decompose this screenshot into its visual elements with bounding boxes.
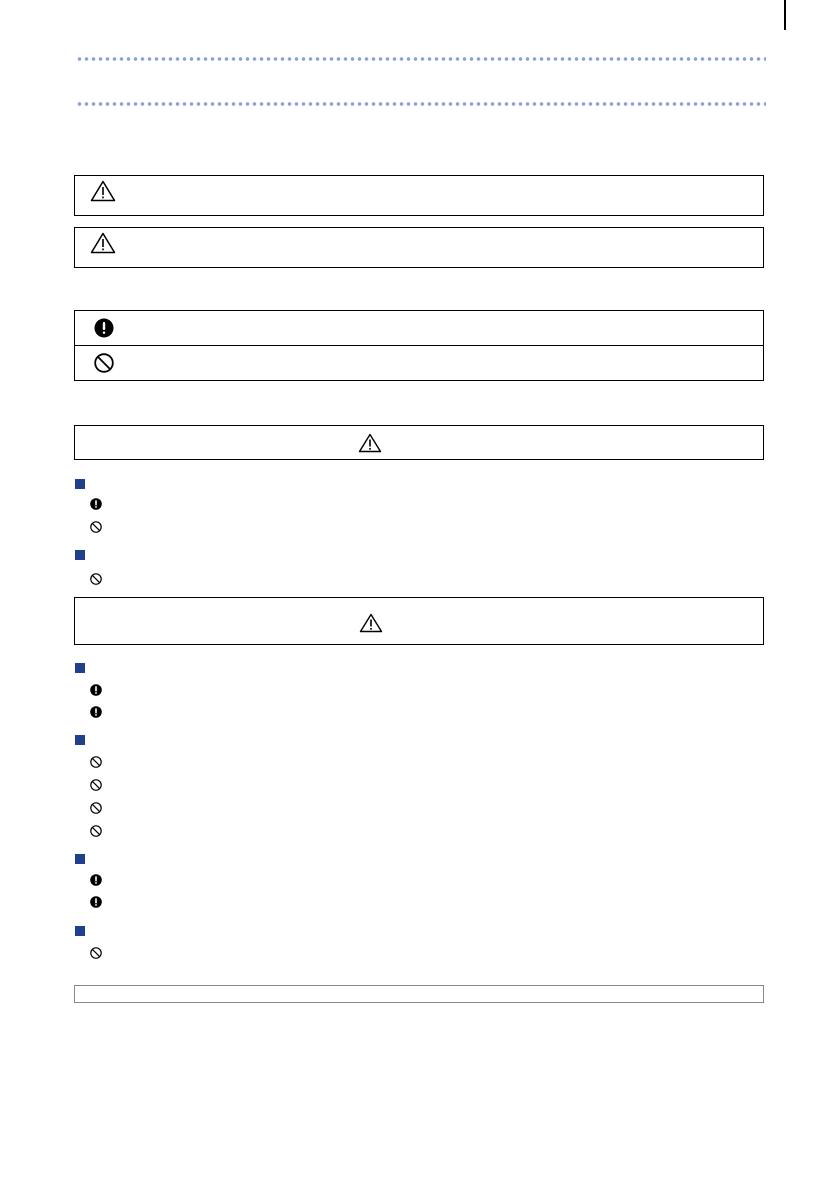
mandatory-exclamation-icon <box>90 706 102 718</box>
page-edge-marker <box>784 0 786 30</box>
warning-triangle-icon <box>90 180 116 202</box>
mandatory-exclamation-icon <box>90 498 102 510</box>
header-dotted-rule-bottom <box>76 102 766 106</box>
group-heading-square <box>75 854 85 864</box>
warning-triangle-icon <box>90 232 116 254</box>
group-heading-square <box>75 550 85 560</box>
warning-triangle-icon <box>358 433 382 453</box>
prohibition-icon <box>90 521 102 533</box>
prohibition-icon <box>94 353 114 373</box>
mandatory-exclamation-icon <box>90 896 102 908</box>
caution-banner <box>74 597 764 645</box>
prohibition-icon <box>90 573 102 585</box>
footer-note-box <box>74 985 764 1003</box>
symbol-row-prohibition <box>75 346 763 381</box>
warning-banner <box>74 425 764 460</box>
warning-definition-box <box>74 175 764 216</box>
group-heading-square <box>75 926 85 936</box>
caution-definition-box <box>74 227 764 268</box>
prohibition-icon <box>90 779 102 791</box>
symbol-row-mandatory <box>75 311 763 346</box>
group-heading-square <box>75 479 85 489</box>
group-heading-square <box>75 735 85 745</box>
warning-triangle-icon <box>359 613 383 633</box>
symbol-definition-box <box>74 310 764 381</box>
prohibition-icon <box>90 802 102 814</box>
mandatory-exclamation-icon <box>90 874 102 886</box>
prohibition-icon <box>90 825 102 837</box>
prohibition-icon <box>90 756 102 768</box>
mandatory-exclamation-icon <box>94 318 114 338</box>
mandatory-exclamation-icon <box>90 684 102 696</box>
group-heading-square <box>75 663 85 673</box>
header-dotted-rule-top <box>76 57 766 61</box>
prohibition-icon <box>90 947 102 959</box>
